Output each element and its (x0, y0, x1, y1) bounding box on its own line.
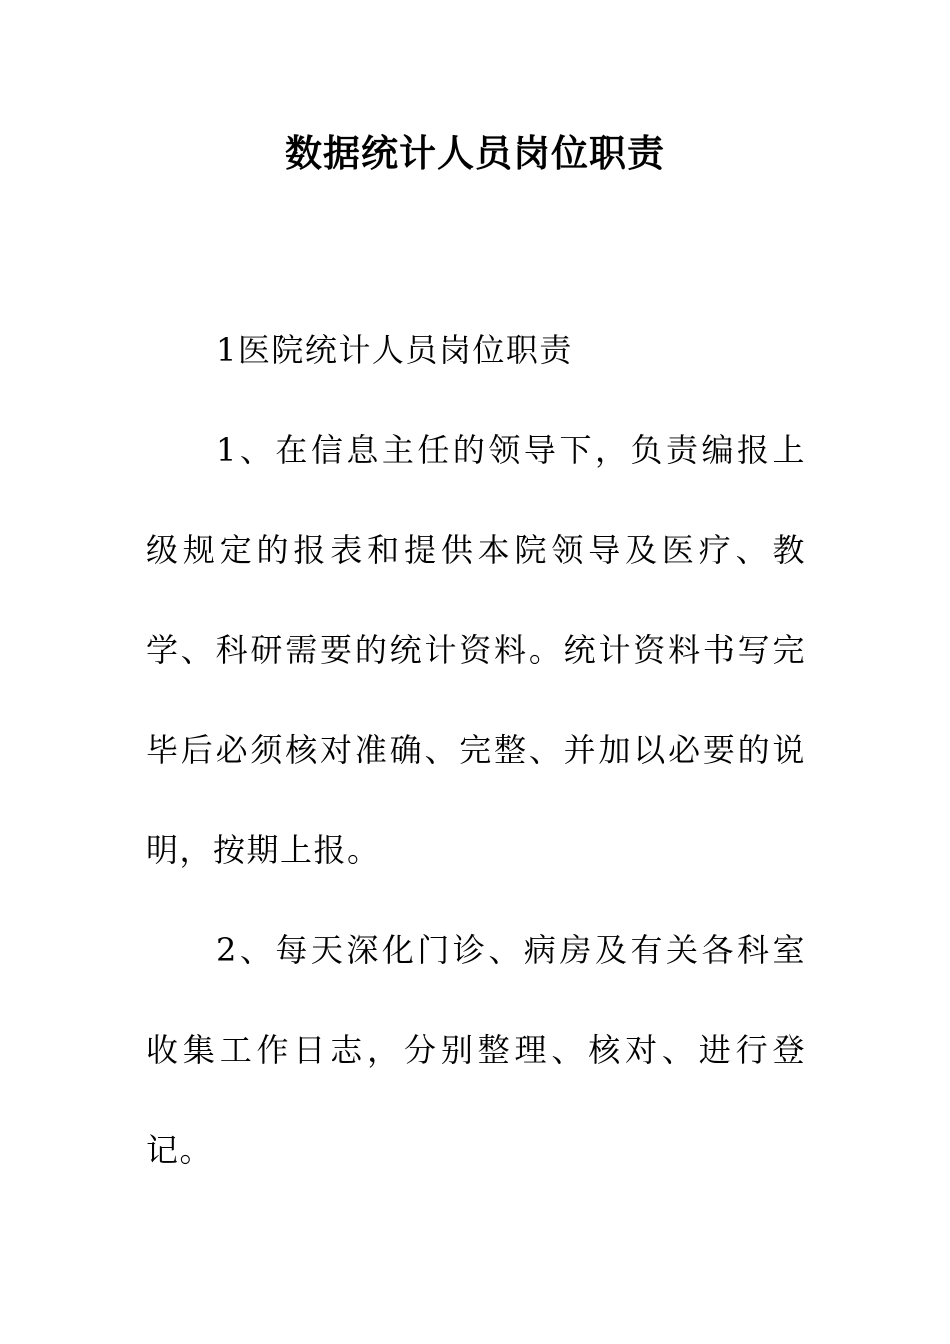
document-title: 数据统计人员岗位职责 (285, 132, 665, 175)
document-body (146, 300, 806, 1200)
duty-paragraph-2: 2、每天深化门诊、病房及有关各科室收集工作日志，分别整理、核对、进行登记。 (146, 931, 806, 1169)
section-heading: 1医院统计人员岗位职责 (216, 331, 573, 369)
duty-paragraph-1: 1、在信息主任的领导下，负责编报上级规定的报表和提供本院领导及医疗、教学、科研需要的统计资料。统计资料书写完毕后必须核对准确、完整、并加以必要的说明，按期上报。 (146, 431, 806, 869)
